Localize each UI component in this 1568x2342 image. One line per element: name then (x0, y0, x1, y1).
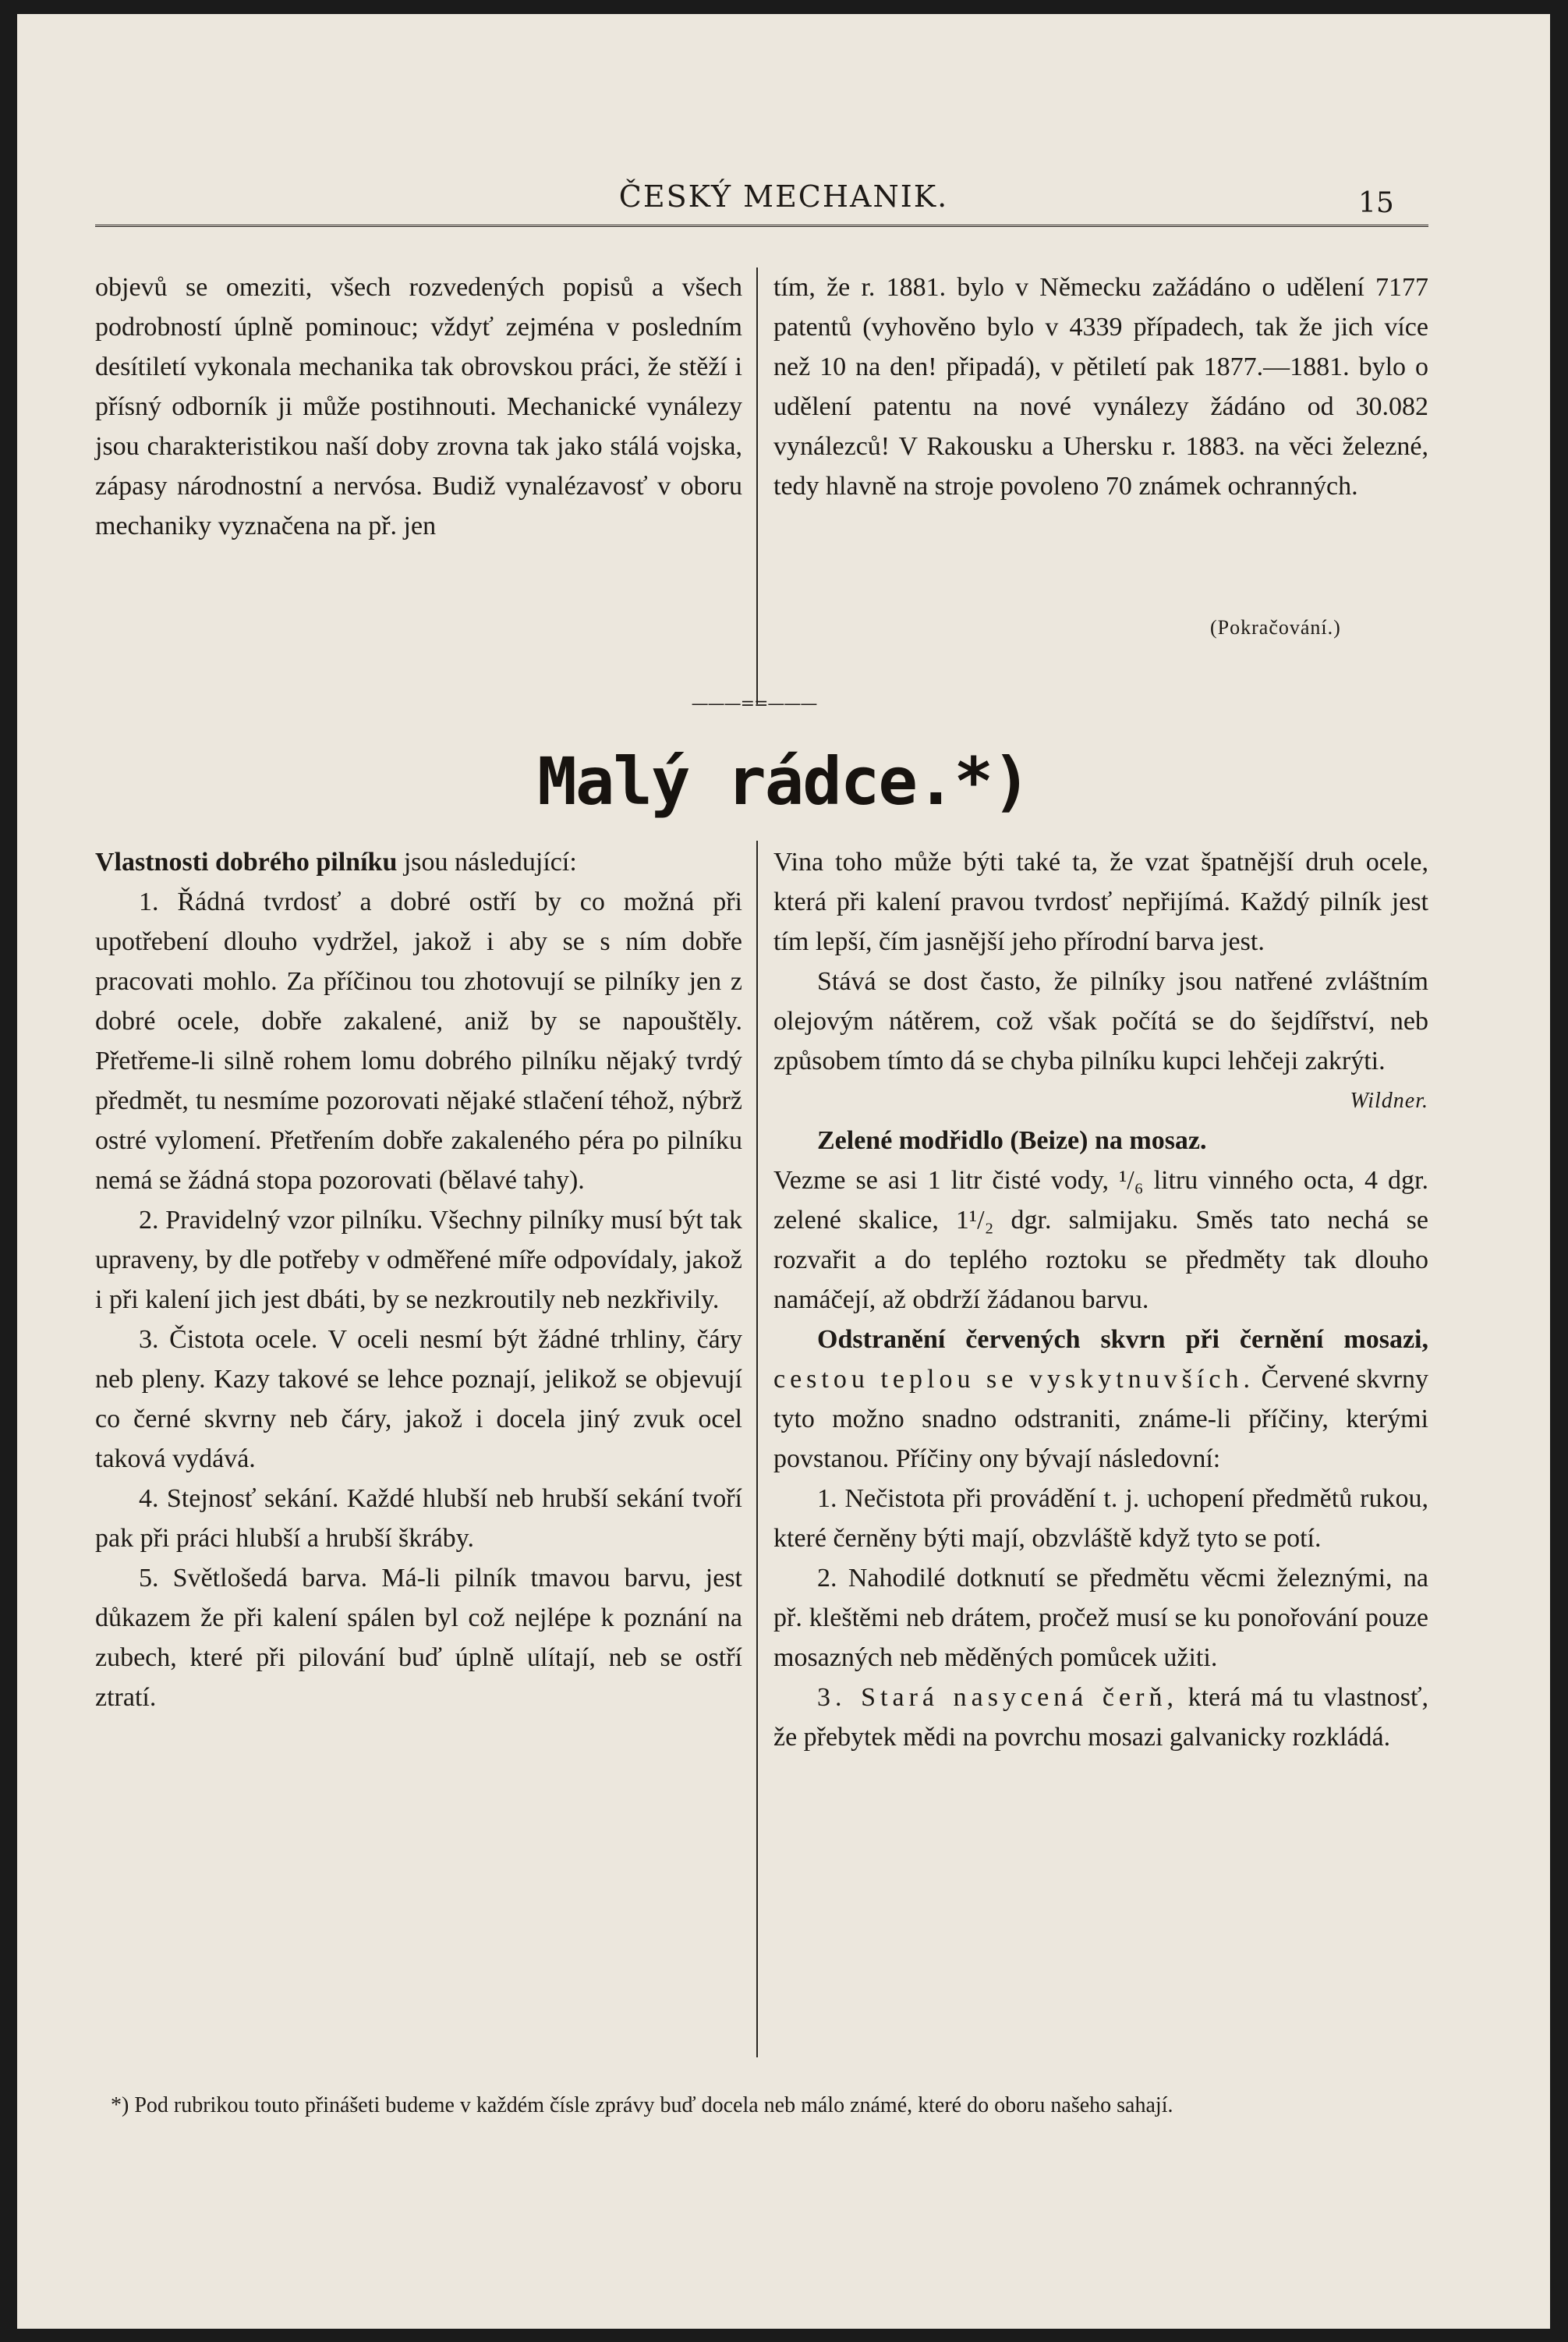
list-item: 2. Nahodilé dotknutí se předmětu věcmi železnými, na př. kleštěmi neb drátem, pročež musí se ku ponořování pouze mosazných neb měděných pomůcek užiti. (773, 1564, 1428, 1672)
article-continuation-right (773, 268, 1428, 506)
right-column (773, 842, 1428, 1757)
scan-frame (5, 3, 1563, 2339)
list-item: 5. Světlošedá barva. Má-li pilník tmavou barvu, jest důkazem že při kalení spálen byl což nejlépe k poznání na zubech, které při pilování buď úplně ulítají, neb se ostří ztratí. (95, 1564, 742, 1712)
continued-note: (Pokračování.) (1210, 616, 1341, 639)
paragraph: Vina toho může býti také ta, že vzat špatnější druh ocele, která při kalení pravou tvrdosť nepřijímá. Každý pilník jest tím lepší, čím jasnější jeho přírodní barva jest. (773, 848, 1428, 956)
column-divider (756, 268, 758, 704)
paragraph: objevů se omeziti, všech rozvedených popisů a všech podrobností úplně pominouc; vždyť zejména v posledním desítiletí vykonala mechanika tak obrovskou práci, že stěží i přísný odborník ji může postihnouti. Mechanické vynálezy jsou charakteristikou naší doby zrovna tak jako stálá vojska, zápasy národnostní a nervósa. Budiž vynalézavosť v oboru mechaniky vyznačena na př. jen (95, 273, 742, 540)
paragraph-text: Červené skvrny tyto možno snadno odstraniti, známe-li příčiny, kterými povstanou. Příčiny ony bývají následovní: (773, 1365, 1428, 1473)
list-item: 3. Čistota ocele. V oceli nesmí být žádné trhliny, čáry neb pleny. Kazy takové se lehce poznají, jelikož se objevují co černé skvrny neb čáry, jakož i docela jiný zvuk ocel taková vydává. (95, 1325, 742, 1473)
list-item: 1. Nečistota při provádění t. j. uchopení předmětů rukou, které černěny býti mají, obzvláště když tyto se potí. (773, 1484, 1428, 1553)
intro-heading: Vlastnosti dobrého pilníku (95, 848, 398, 877)
intro-rest: jsou následující: (397, 848, 577, 877)
subheading-text: Odstranění červených skvrn při černění mosazi, (817, 1325, 1428, 1354)
list-item: 4. Stejnosť sekání. Každé hlubší neb hrubší sekání tvoří pak při práci hlubší a hrubší škráby. (95, 1484, 742, 1553)
spaced-text: cestou teplou se vyskytnuvších. (773, 1365, 1255, 1394)
section-title: Malý rádce.*) (537, 743, 1030, 820)
paragraph-text: která má tu vlastnosť, že přebytek mědi na povrchu mosazi galvanicky rozkládá. (773, 1683, 1429, 1752)
subheading-green-stain: Zelené modřidlo (Beize) na mosaz. (817, 1126, 1207, 1155)
running-title: ČESKÝ MECHANIK. (618, 179, 949, 214)
list-item: 2. Pravidelný vzor pilníku. Všechny pilníky musí být tak upraveny, by dle potřeby v odměřené míře odpovídaly, jakož i při kalení jich jest dbáti, by se nezkroutily neb nezkřivily. (95, 1206, 742, 1314)
paragraph: Vezme se asi 1 litr čisté vody, ¹/₆ litru vinného octa, 4 dgr. zelené skalice, 1¹/₂ dgr. salmijaku. Směs tato nechá se rozvařit a do teplého roztoku se předměty tak dlouho namáčejí, až obdrží žádanou barvu. (773, 1166, 1428, 1314)
paragraph: Stává se dost často, že pilníky jsou natřené zvláštním olejovým nátěrem, což však počítá se do šejdířství, neb způsobem tímto dá se chyba pilníku kupci lehčeji zakrýti. (773, 967, 1428, 1075)
paragraph: tím, že r. 1881. bylo v Německu zažádáno o udělení 7177 patentů (vyhověno bylo v 4339 případech, tak že jich více než 10 na den! připadá), v pětiletí pak 1877.—1881. bylo o udělení patentu na nové vynálezy žádáno od 30.082 vynálezců! V Rakousku a Uhersku r. 1883. na věci železné, tedy hlavně na stroje povoleno 70 známek ochranných. (773, 273, 1428, 501)
section-separator: ———==——— (691, 694, 817, 714)
footnote: *) Pod rubrikou touto přinášeti budeme v každém čísle zprávy buď docela neb málo známé, které do oboru našeho sahají. (111, 2093, 1173, 2117)
list-item (773, 1678, 1428, 1757)
list-item: 1. Řádná tvrdosť a dobré ostří by co možná při upotřebení dlouho vydržel, jakož i aby se s ním dobře pracovati mohlo. Za příčinou tou zhotovují se pilníky jen z dobré ocele, dobře zakalené, aniž by se napouštěly. Přetřeme-li silně rohem lomu dobrého pilníku nějaký tvrdý předmět, tu nesmíme pozorovati nějaké stlačení téhož, nýbrž ostré vylomení. Přetřením dobře zakaleného péra po pilníku nemá se žádná stopa pozorovati (bělavé tahy). (95, 888, 742, 1195)
column-divider (756, 841, 758, 2057)
page-number: 15 (1358, 187, 1394, 219)
left-column (95, 842, 742, 1717)
intro-paragraph (95, 842, 742, 882)
spaced-text: 3. Stará nasycená čerň, (817, 1683, 1178, 1712)
article-continuation-left (95, 268, 742, 546)
subheading-red-spots (773, 1320, 1428, 1479)
document-page (17, 14, 1550, 2329)
author-signature: Wildner. (1350, 1089, 1428, 1113)
header-rule (95, 225, 1428, 227)
